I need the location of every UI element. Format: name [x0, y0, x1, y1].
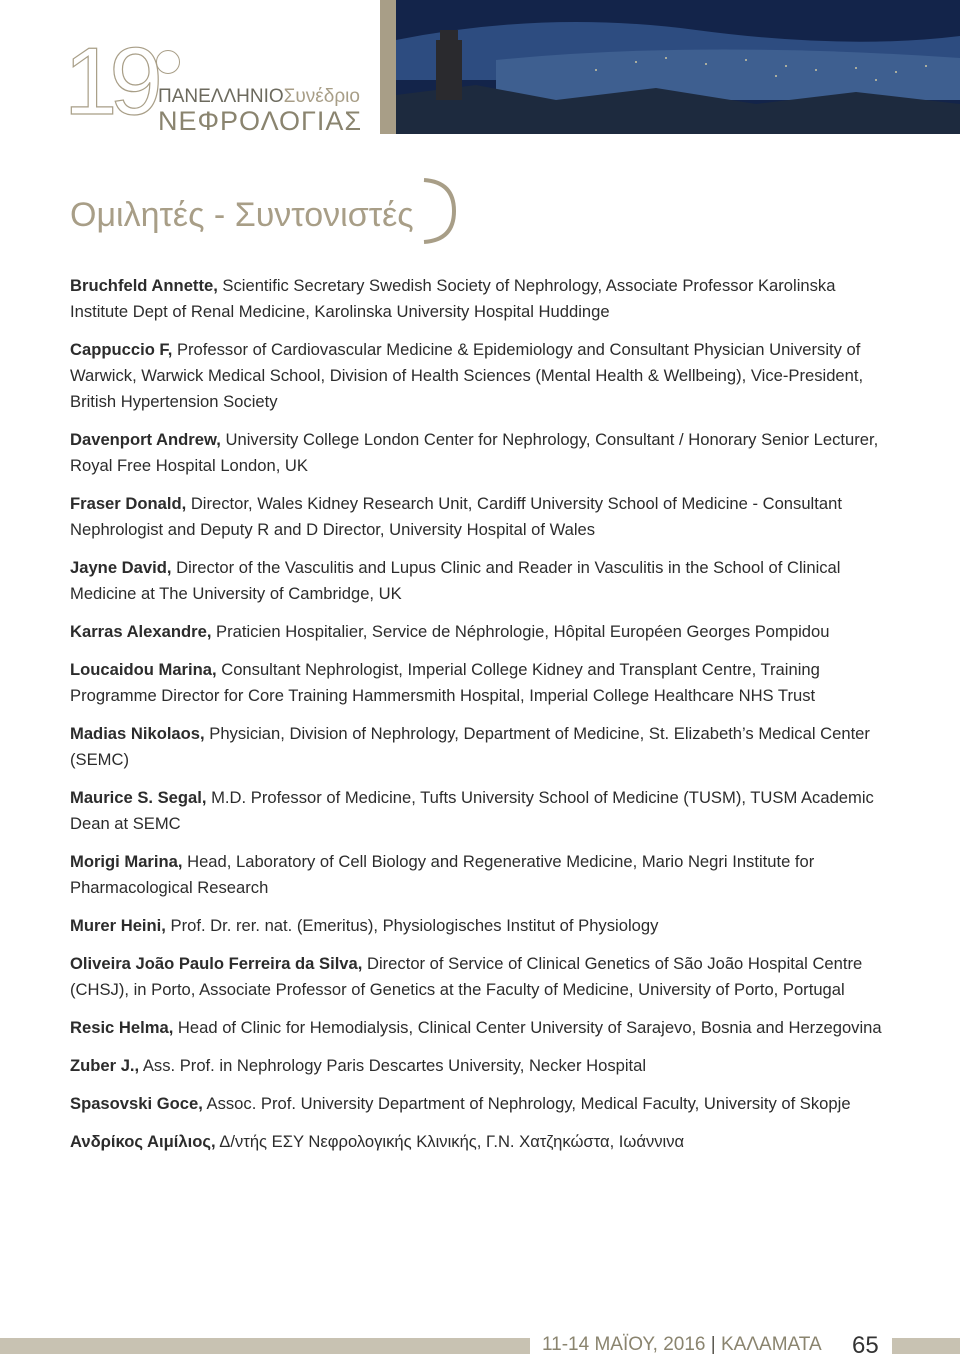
- speaker-name: Jayne David,: [70, 558, 172, 577]
- speaker-name: Spasovski Goce,: [70, 1094, 203, 1113]
- speaker-entry: [70, 619, 890, 645]
- speaker-name: Bruchfeld Annette,: [70, 276, 218, 295]
- footer-separator: |: [710, 1334, 716, 1355]
- speaker-affiliation: Head of Clinic for Hemodialysis, Clinical Center University of Sarajevo, Bosnia and Herzegovina: [173, 1018, 882, 1037]
- speaker-affiliation: Praticien Hospitalier, Service de Néphrologie, Hôpital Européen Georges Pompidou: [211, 622, 830, 641]
- footer-city: ΚΑΛΑΜΑΤΑ: [720, 1334, 822, 1355]
- speaker-entry: [70, 555, 890, 607]
- speaker-name: Maurice S. Segal,: [70, 788, 207, 807]
- speaker-affiliation: M.D. Professor of Medicine, Tufts University School of Medicine (TUSM), TUSM Academic Dean at SEMC: [70, 788, 874, 833]
- speaker-affiliation: Physician, Division of Nephrology, Department of Medicine, St. Elizabeth’s Medical Center (SEMC): [70, 724, 870, 769]
- speaker-name: Murer Heini,: [70, 916, 166, 935]
- section-title: Ομιλητές - Συντονιστές: [70, 196, 414, 234]
- speaker-affiliation: Professor of Cardiovascular Medicine & Epidemiology and Consultant Physician University of Warwick, Warwick Medical School, Division of Health Sciences (Mental Health & Wellbeing), Vice-President, British Hypertension Society: [70, 340, 864, 411]
- header-photo-illustration: [396, 0, 960, 134]
- header-photo: [396, 0, 960, 134]
- speaker-affiliation: Assoc. Prof. University Department of Nephrology, Medical Faculty, University of Skopje: [202, 1094, 851, 1113]
- speaker-affiliation: University College London Center for Nephrology, Consultant / Honorary Senior Lecturer, Royal Free Hospital London, UK: [70, 430, 879, 475]
- speaker-entry: [70, 913, 890, 939]
- logo-word-synedrio: Συνέδριο: [283, 86, 360, 107]
- footer-bar-left: [0, 1338, 530, 1354]
- header-accent-strip: [380, 0, 396, 134]
- speaker-entry: [70, 1129, 890, 1155]
- speaker-affiliation: Ass. Prof. in Nephrology Paris Descartes University, Necker Hospital: [139, 1056, 647, 1075]
- speaker-name: Madias Nikolaos,: [70, 724, 205, 743]
- speaker-entry: [70, 1015, 890, 1041]
- speaker-entry: [70, 1091, 890, 1117]
- speaker-entry: [70, 849, 890, 901]
- speaker-affiliation: Director of the Vasculitis and Lupus Clinic and Reader in Vasculitis in the School of Clinical Medicine at The University of Cambridge, UK: [70, 558, 841, 603]
- speaker-entry: [70, 1053, 890, 1079]
- speaker-name: Ανδρίκος Αιμίλιος,: [70, 1132, 216, 1151]
- header-left-margin: [0, 0, 58, 134]
- footer-date: 11-14 ΜΑΪΟΥ, 2016: [542, 1334, 706, 1355]
- speaker-name: Davenport Andrew,: [70, 430, 221, 449]
- speaker-entry: [70, 951, 890, 1003]
- speaker-entry: [70, 337, 890, 415]
- speaker-entry: [70, 273, 890, 325]
- footer-event-info: [542, 1334, 822, 1356]
- speaker-name: Zuber J.,: [70, 1056, 140, 1075]
- speaker-name: Resic Helma,: [70, 1018, 174, 1037]
- footer-bar-right: [892, 1338, 960, 1354]
- page-number: 65: [852, 1332, 879, 1359]
- speaker-affiliation: Head, Laboratory of Cell Biology and Regenerative Medicine, Mario Negri Institute for Pharmacological Research: [70, 852, 815, 897]
- speaker-entry: [70, 785, 890, 837]
- speaker-affiliation: Director, Wales Kidney Research Unit, Cardiff University School of Medicine - Consultant Nephrologist and Deputy R and D Director, University Hospital of Wales: [70, 494, 842, 539]
- logo-word-panellinio: ΠΑΝΕΛΛΗΝΙΟ: [158, 86, 284, 107]
- speaker-affiliation: Δ/ντής ΕΣΥ Νεφρολογικής Κλινικής, Γ.Ν. Χατζηκώστα, Ιωάννινα: [215, 1132, 685, 1151]
- speaker-entry: [70, 721, 890, 773]
- speaker-name: Cappuccio F,: [70, 340, 173, 359]
- speaker-entry: [70, 491, 890, 543]
- title-bracket-icon: [418, 176, 458, 246]
- speaker-affiliation: Prof. Dr. rer. nat. (Emeritus), Physiologisches Institut of Physiology: [165, 916, 659, 935]
- speaker-name: Loucaidou Marina,: [70, 660, 217, 679]
- speaker-affiliation: Scientific Secretary Swedish Society of Nephrology, Associate Professor Karolinska Institute Dept of Renal Medicine, Karolinska University Hospital Huddinge: [70, 276, 836, 321]
- speaker-entry: [70, 427, 890, 479]
- speaker-affiliation: Director of Service of Clinical Genetics of São João Hospital Centre (CHSJ), in Porto, Associate Professor of Genetics at the Faculty of Medicine, University of Porto, Portugal: [70, 954, 863, 999]
- logo-edition-number: 19: [64, 28, 155, 135]
- speaker-list: [70, 273, 890, 1167]
- logo-line-1: [158, 86, 360, 108]
- logo-ordinal-mark: [156, 50, 180, 74]
- speaker-name: Fraser Donald,: [70, 494, 187, 513]
- speaker-affiliation: Consultant Nephrologist, Imperial College Kidney and Transplant Centre, Training Programme Director for Core Training Hammersmith Hospital, Imperial College Healthcare NHS Trust: [70, 660, 820, 705]
- speaker-name: Oliveira João Paulo Ferreira da Silva,: [70, 954, 363, 973]
- speaker-name: Karras Alexandre,: [70, 622, 212, 641]
- speaker-entry: [70, 657, 890, 709]
- logo-line-2: ΝΕΦΡΟΛΟΓΙΑΣ: [158, 106, 363, 136]
- speaker-name: Morigi Marina,: [70, 852, 183, 871]
